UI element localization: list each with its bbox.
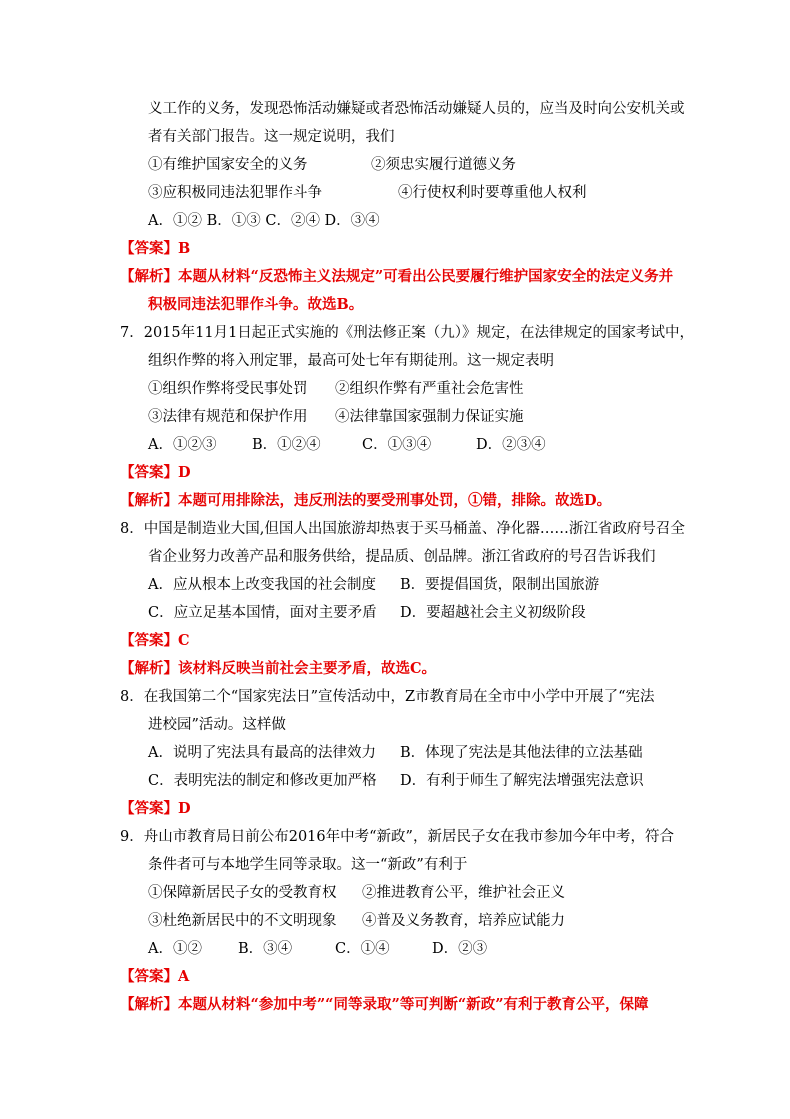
- q7-stem-line1: 7．2015年11月1日起正式实施的《刑法修正案（九）》规定，在法律规定的国家考试中，: [120, 325, 695, 341]
- q6-analysis-line2: 积极同违法犯罪作斗争。故选B。: [148, 296, 364, 313]
- q8b-choice-b: B．体现了宪法是其他法律的立法基础: [400, 745, 643, 761]
- q9-choice-b: B．③④: [238, 941, 293, 957]
- q7-choice-a: A．①②③: [148, 437, 217, 453]
- q7-analysis: 【解析】本题可用排除法，违反刑法的要受刑事处罚，①错，排除。故选D。: [120, 492, 612, 509]
- q9-statement-4: ④普及义务教育，培养应试能力: [362, 913, 565, 929]
- q8a-answer: 【答案】C: [120, 632, 190, 649]
- q8b-choice-a: A．说明了宪法具有最高的法律效力: [148, 745, 376, 761]
- q7-answer: 【答案】D: [120, 464, 191, 481]
- q8b-answer: 【答案】D: [120, 800, 191, 817]
- q6-analysis-line1: 【解析】本题从材料“反恐怖主义法规定”可看出公民要履行维护国家安全的法定义务并: [120, 268, 674, 285]
- q8b-choice-d: D．有利于师生了解宪法增强宪法意识: [400, 773, 644, 789]
- q6-answer: 【答案】B: [120, 240, 191, 257]
- q6-choices: A．①② B．①③ C．②④ D．③④: [148, 213, 380, 229]
- q6-stem-line2: 者有关部门报告。这一规定说明，我们: [148, 129, 395, 145]
- q8a-choice-c: C．应立足基本国情，面对主要矛盾: [148, 605, 377, 621]
- q9-choice-a: A．①②: [148, 941, 202, 957]
- q9-choice-c: C．①④: [335, 941, 390, 957]
- q9-analysis: 【解析】本题从材料“参加中考”“同等录取”等可判断“新政”有利于教育公平，保障: [120, 996, 649, 1013]
- q7-statement-2: ②组织作弊有严重社会危害性: [335, 381, 524, 397]
- q8a-choice-d: D．要超越社会主义初级阶段: [400, 605, 586, 621]
- q8a-choice-b: B．要提倡国货，限制出国旅游: [400, 577, 600, 593]
- q7-stem-line2: 组织作弊的将入刑定罪，最高可处七年有期徒刑。这一规定表明: [148, 353, 554, 369]
- q9-stem-line2: 条件者可与本地学生同等录取。这一“新政”有利于: [148, 857, 468, 873]
- q6-statement-3: ③应积极同违法犯罪作斗争: [148, 185, 322, 201]
- q7-statement-1: ①组织作弊将受民事处罚: [148, 381, 308, 397]
- q8a-choice-a: A．应从根本上改变我国的社会制度: [148, 577, 376, 593]
- q6-stem-line1: 义工作的义务，发现恐怖活动嫌疑或者恐怖活动嫌疑人员的，应当及时向公安机关或: [148, 101, 685, 117]
- q8b-stem-line1: 8．在我国第二个“国家宪法日”宣传活动中，Z市教育局在全市中小学中开展了“宪法: [120, 689, 655, 705]
- q6-statement-4: ④行使权利时要尊重他人权利: [398, 185, 587, 201]
- q9-stem-line1: 9．舟山市教育局日前公布2016年中考“新政”，新居民子女在我市参加今年中考，符合: [120, 829, 674, 845]
- q8a-stem-line2: 省企业努力改善产品和服务供给，提品质、创品牌。浙江省政府的号召告诉我们: [148, 549, 656, 565]
- q9-statement-3: ③杜绝新居民中的不文明现象: [148, 913, 337, 929]
- q7-statement-4: ④法律靠国家强制力保证实施: [335, 409, 524, 425]
- q9-choice-d: D．②③: [432, 941, 488, 957]
- q8a-analysis: 【解析】该材料反映当前社会主要矛盾，故选C。: [120, 660, 437, 677]
- q9-answer: 【答案】A: [120, 968, 190, 985]
- q7-statement-3: ③法律有规范和保护作用: [148, 409, 308, 425]
- q7-choice-b: B．①②④: [252, 437, 321, 453]
- q9-statement-2: ②推进教育公平，维护社会正义: [362, 885, 565, 901]
- q8a-stem-line1: 8．中国是制造业大国,但国人出国旅游却热衷于买马桶盖、净化器……浙江省政府号召全: [120, 521, 685, 537]
- q8b-stem-line2: 进校园”活动。这样做: [148, 717, 286, 733]
- q8b-choice-c: C．表明宪法的制定和修改更加严格: [148, 773, 377, 789]
- q6-statement-1: ①有维护国家安全的义务: [148, 157, 308, 173]
- q7-choice-c: C．①③④: [362, 437, 432, 453]
- q7-choice-d: D．②③④: [476, 437, 546, 453]
- q6-statement-2: ②须忠实履行道德义务: [371, 157, 516, 173]
- q9-statement-1: ①保障新居民子女的受教育权: [148, 885, 337, 901]
